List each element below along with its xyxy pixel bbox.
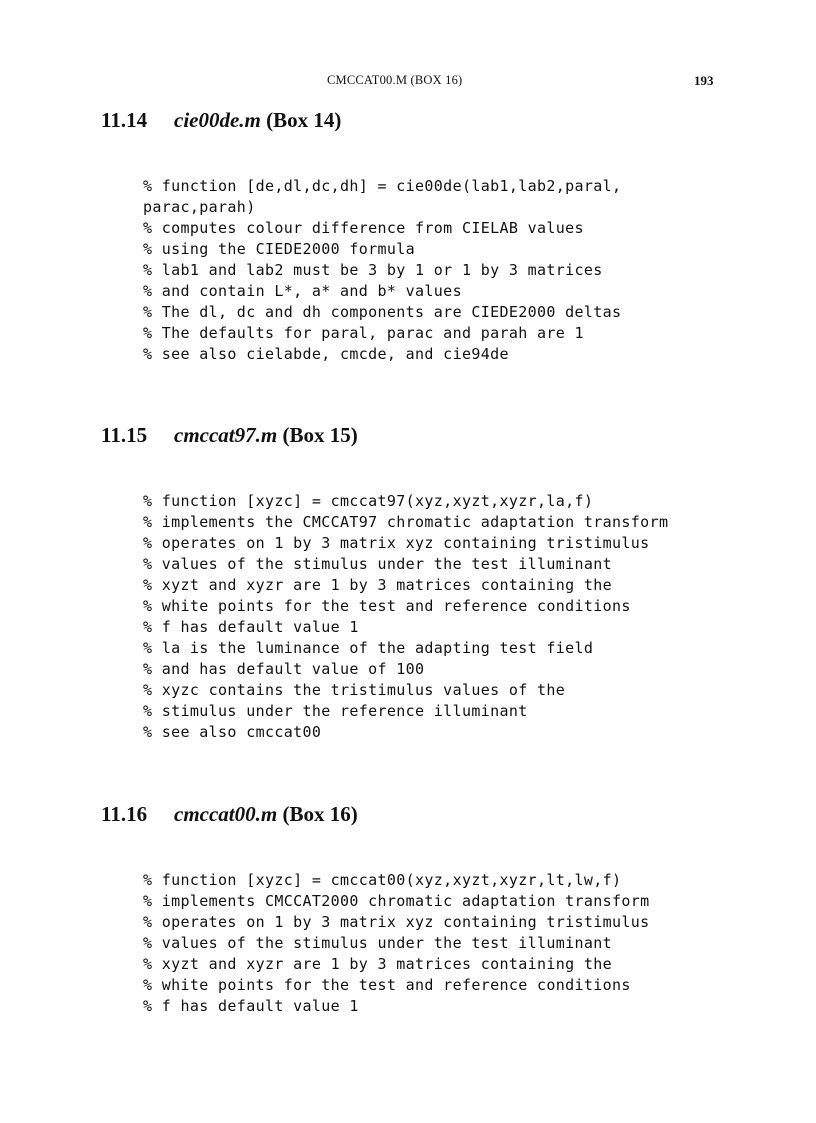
section-heading: [101, 422, 741, 448]
code-line: % implements CMCCAT2000 chromatic adaptation transform: [143, 892, 650, 910]
section-file-name: cmccat97.m: [174, 423, 278, 447]
section-box-label: (Box 16): [282, 802, 358, 826]
page-number: 193: [694, 73, 714, 88]
code-line: % values of the stimulus under the test illuminant: [143, 934, 613, 952]
code-line: % function [xyzc] = cmccat97(xyz,xyzt,xyzr,la,f): [143, 492, 594, 510]
code-block: [101, 176, 741, 365]
code-line: % function [xyzc] = cmccat00(xyz,xyzt,xyzr,lt,lw,f): [143, 871, 622, 889]
section-heading: [101, 801, 741, 827]
code-line: % and has default value of 100: [143, 660, 425, 678]
code-line: % xyzc contains the tristimulus values of the: [143, 681, 566, 699]
code-line: % f has default value 1: [143, 618, 359, 636]
section-file-name: cmccat00.m: [174, 802, 278, 826]
section-file-name: cie00de.m: [174, 108, 261, 132]
code-line: % xyzt and xyzr are 1 by 3 matrices containing the: [143, 576, 613, 594]
code-line: % xyzt and xyzr are 1 by 3 matrices containing the: [143, 955, 613, 973]
code-line: % la is the luminance of the adapting test field: [143, 639, 594, 657]
code-line: % The dl, dc and dh components are CIEDE2000 deltas: [143, 303, 622, 321]
section-number: 11.14: [101, 108, 148, 132]
section-box-label: (Box 14): [266, 108, 342, 132]
code-line: parac,parah): [143, 198, 256, 216]
section-cie00de: [101, 107, 741, 365]
section-cmccat97: [101, 422, 741, 743]
code-line: % white points for the test and reference conditions: [143, 976, 631, 994]
code-line: % lab1 and lab2 must be 3 by 1 or 1 by 3 matrices: [143, 261, 603, 279]
section-number: 11.16: [101, 802, 148, 826]
code-block: [101, 491, 741, 743]
section-cmccat00: [101, 801, 741, 1017]
code-line: % The defaults for paral, parac and parah are 1: [143, 324, 584, 342]
code-line: % see also cielabde, cmcde, and cie94de: [143, 345, 509, 363]
code-line: % using the CIEDE2000 formula: [143, 240, 416, 258]
code-line: % operates on 1 by 3 matrix xyz containing tristimulus: [143, 913, 650, 931]
code-block: [101, 870, 741, 1017]
section-heading: [101, 107, 741, 133]
code-line: % and contain L*, a* and b* values: [143, 282, 462, 300]
code-line: % implements the CMCCAT97 chromatic adaptation transform: [143, 513, 669, 531]
section-number: 11.15: [101, 423, 148, 447]
code-line: % function [de,dl,dc,dh] = cie00de(lab1,lab2,paral,: [143, 177, 622, 195]
code-line: % see also cmccat00: [143, 723, 322, 741]
code-line: % operates on 1 by 3 matrix xyz containing tristimulus: [143, 534, 650, 552]
code-line: % values of the stimulus under the test illuminant: [143, 555, 613, 573]
code-line: % stimulus under the reference illuminant: [143, 702, 528, 720]
running-head: CMCCAT00.M (BOX 16): [327, 73, 463, 87]
code-line: % white points for the test and reference conditions: [143, 597, 631, 615]
section-box-label: (Box 15): [282, 423, 358, 447]
code-line: % f has default value 1: [143, 997, 359, 1015]
code-line: % computes colour difference from CIELAB values: [143, 219, 584, 237]
